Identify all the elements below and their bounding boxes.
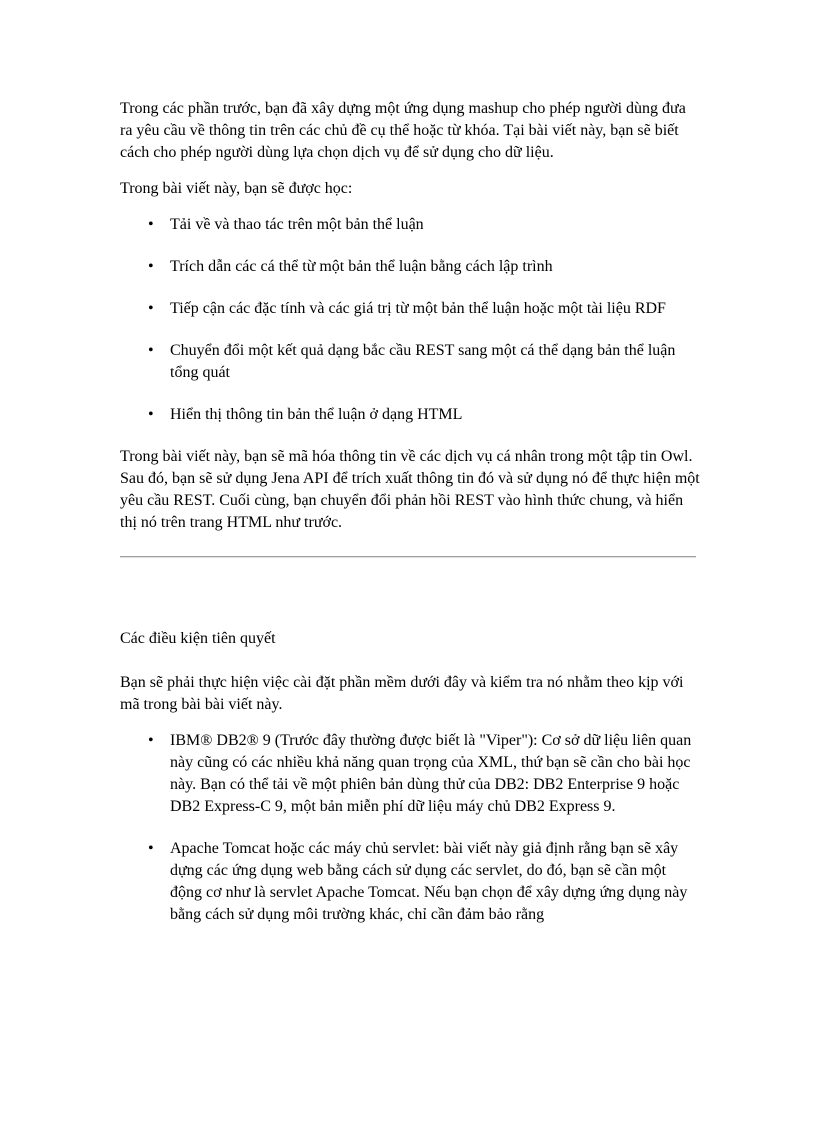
list-item: • Chuyển đổi một kết quả dạng bắc cầu REST sang một cá thể dạng bản thể luận tổng quát [170,340,700,384]
prereq-list [120,730,700,926]
list-item: • IBM® DB2® 9 (Trước đây thường được biết là "Viper"): Cơ sở dữ liệu liên quan này cũng có các nhiều khả năng quan trọng của XML, thứ bạn sẽ cần cho bài học này. Bạn có thể tải về một phiên bản dùng thử của DB2: DB2 Enterprise 9 hoặc DB2 Express-C 9, một bản miễn phí dữ liệu máy chủ DB2 Express 9. [170,730,700,818]
prereq-heading: Các điều kiện tiên quyết [120,630,276,647]
list-item: • Hiển thị thông tin bản thể luận ở dạng HTML [170,404,700,426]
list-item: • Trích dẫn các cá thể từ một bản thể luận bằng cách lập trình [170,256,700,278]
document-page [120,98,700,946]
summary-paragraph: Trong bài viết này, bạn sẽ mã hóa thông tin về các dịch vụ cá nhân trong một tập tin Owl. Sau đó, bạn sẽ sử dụng Jena API để trích xuất thông tin đó và sử dụng nó để thực hiện một yêu cầu REST. Cuối cùng, bạn chuyển đổi phản hồi REST vào hình thức chung, và hiển thị nó trên trang HTML như trước. [120,448,700,531]
learn-lead: Trong bài viết này, bạn sẽ được học: [120,180,353,197]
spacer [120,558,700,628]
list-item: • Tải về và thao tác trên một bản thể luận [170,214,700,236]
prereq-intro: Bạn sẽ phải thực hiện việc cài đặt phần mềm dưới đây và kiểm tra nó nhằm theo kịp với mã trong bài bài viết này. [120,674,684,713]
list-item: • Apache Tomcat hoặc các máy chủ servlet: bài viết này giả định rằng bạn sẽ xây dựng các ứng dụng web bằng cách sử dụng các servlet, do đó, bạn sẽ cần một động cơ như là servlet Apache Tomcat. Nếu bạn chọn để xây dựng ứng dụng này bằng cách sử dụng môi trường khác, chỉ cần đảm bảo rằng [170,838,700,926]
intro-paragraph: Trong các phần trước, bạn đã xây dựng một ứng dụng mashup cho phép người dùng đưa ra yêu cầu về thông tin trên các chủ đề cụ thể hoặc từ khóa. Tại bài viết này, bạn sẽ biết cách cho phép người dùng lựa chọn dịch vụ để sử dụng cho dữ liệu. [120,100,686,161]
list-item: • Tiếp cận các đặc tính và các giá trị từ một bản thể luận hoặc một tài liệu RDF [170,298,700,320]
learn-list [120,214,700,426]
